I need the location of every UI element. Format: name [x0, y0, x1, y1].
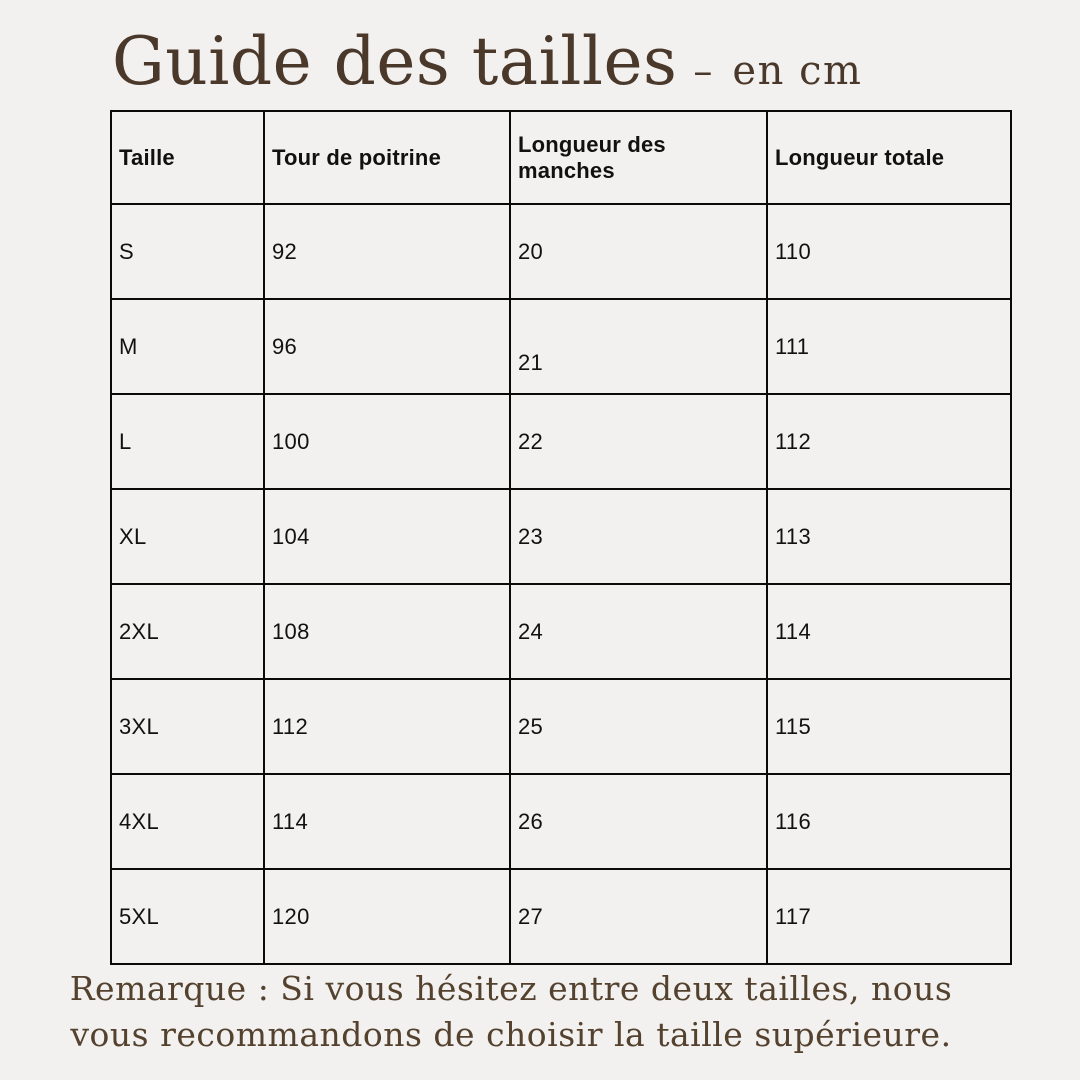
table-row: [111, 299, 1011, 394]
value-cell: 112: [264, 679, 510, 774]
value-cell: 117: [767, 869, 1011, 964]
value-cell: 111: [767, 299, 1011, 394]
value-cell: 113: [767, 489, 1011, 584]
size-cell: S: [111, 204, 264, 299]
value-cell: 23: [510, 489, 767, 584]
column-header: Tour de poitrine: [264, 111, 510, 204]
size-table: [110, 110, 1012, 965]
title-unit-label: en cm: [732, 48, 863, 94]
value-cell: 115: [767, 679, 1011, 774]
size-cell: 5XL: [111, 869, 264, 964]
value-cell: 20: [510, 204, 767, 299]
table-row: [111, 869, 1011, 964]
size-cell: M: [111, 299, 264, 394]
size-cell: 2XL: [111, 584, 264, 679]
note-line-2: vous recommandons de choisir la taille supérieure.: [70, 1015, 952, 1054]
size-cell: 4XL: [111, 774, 264, 869]
table-row: [111, 679, 1011, 774]
title-text: Guide des tailles: [112, 23, 678, 100]
table-header-row: [111, 111, 1011, 204]
column-header: Longueur totale: [767, 111, 1011, 204]
column-header: Longueur des manches: [510, 111, 767, 204]
table-body: [111, 204, 1011, 964]
size-cell: L: [111, 394, 264, 489]
title-dash: –: [693, 49, 713, 93]
value-cell: 116: [767, 774, 1011, 869]
value-cell: 25: [510, 679, 767, 774]
note-line-1: Remarque : Si vous hésitez entre deux tailles, nous: [69, 969, 953, 1008]
table-row: [111, 204, 1011, 299]
value-cell: 114: [767, 584, 1011, 679]
column-header: Taille: [111, 111, 264, 204]
value-cell: 108: [264, 584, 510, 679]
value-cell: 114: [264, 774, 510, 869]
table-row: [111, 489, 1011, 584]
table-row: [111, 584, 1011, 679]
size-note: [0, 966, 1022, 1058]
value-cell: 112: [767, 394, 1011, 489]
size-cell: XL: [111, 489, 264, 584]
value-cell: 120: [264, 869, 510, 964]
value-cell: 24: [510, 584, 767, 679]
value-cell: 96: [264, 299, 510, 394]
value-cell: 104: [264, 489, 510, 584]
size-cell: 3XL: [111, 679, 264, 774]
table-row: [111, 774, 1011, 869]
table-row: [111, 394, 1011, 489]
value-cell: 26: [510, 774, 767, 869]
value-cell: 21: [510, 299, 767, 394]
value-cell: 22: [510, 394, 767, 489]
value-cell: 27: [510, 869, 767, 964]
value-cell: 100: [264, 394, 510, 489]
page-title: [112, 23, 863, 100]
value-cell: 92: [264, 204, 510, 299]
value-cell: 110: [767, 204, 1011, 299]
